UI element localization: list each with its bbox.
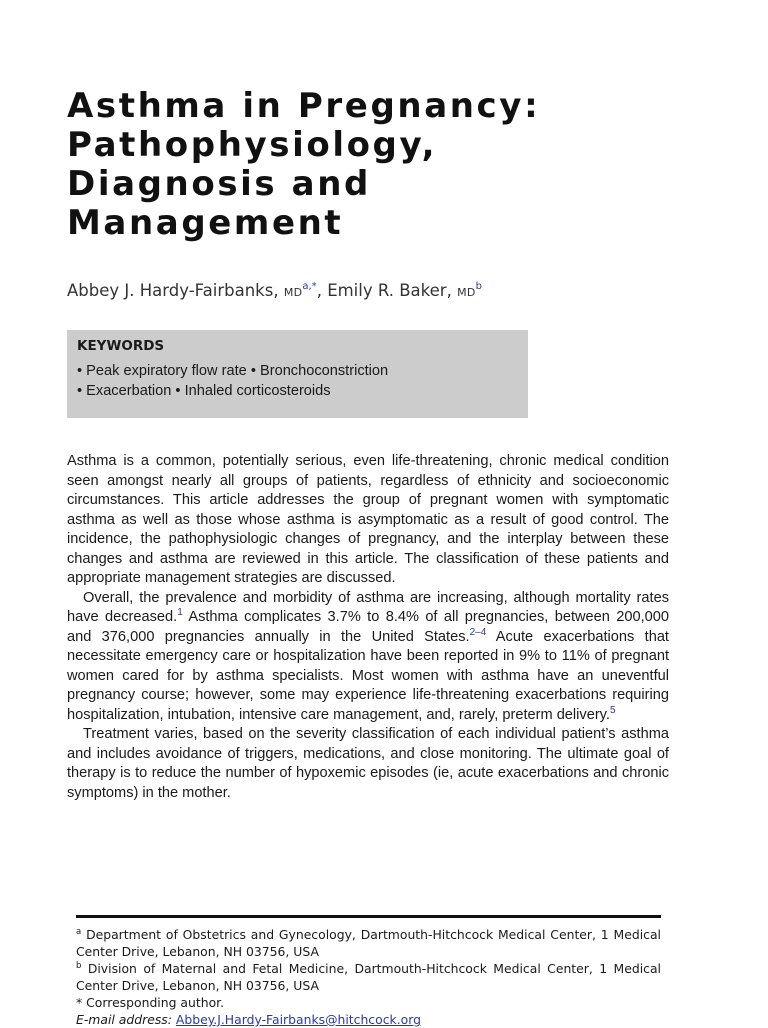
affiliation-b <box>76 960 661 994</box>
footnotes <box>76 926 661 1028</box>
body-paragraph: Treatment varies, based on the severity classification of each individual patient’s asthma and includes avoidance of triggers, medications, and close monitoring. The ultimate goal of therapy is to reduce the number of hypoxemic episodes (ie, acute exacerbations and chronic symptoms) in the mother. <box>67 726 669 801</box>
body-paragraph: Asthma is a common, potentially serious, even life-threatening, chronic medical condition seen amongst nearly all groups of patients, regardless of ethnicity and socioeconomic circumstances. This article addresses the group of pregnant women with symptomatic asthma as well as those whose asthma is asymptomatic as a result of good control. The incidence, the pathophysiologic changes of pregnancy, and the interplay between these changes and asthma are reviewed in this article. The classification of these patients and appropriate management strategies are discussed. <box>67 453 669 586</box>
affiliation-marker: a <box>76 927 82 937</box>
email-line <box>76 1011 661 1028</box>
keywords-heading: KEYWORDS <box>77 338 165 354</box>
affiliation-text: Division of Maternal and Fetal Medicine, Dartmouth-Hitchcock Medical Center, 1 Medical Center Drive, Lebanon, NH 03756, USA <box>76 961 661 993</box>
body-text-segment: Acute exacerbations that necessitate emergency care or hospitalization have been reported in 9% to 11% of pregnant women cared for by asthma specialists. Most women with asthma have an uneventful pregnancy course; however, some may experience life-threatening exacerbations requiring hospitalization, intubation, intensive care management, and, rarely, preterm delivery. <box>67 628 669 723</box>
author-affiliation-ref[interactable]: b <box>475 281 482 292</box>
article-body <box>67 452 669 803</box>
author-name: Emily R. Baker, <box>327 281 452 300</box>
keywords-line: • Peak expiratory flow rate • Bronchoconstriction <box>77 363 389 379</box>
author-separator: , <box>316 281 322 300</box>
affiliation-a <box>76 926 661 960</box>
body-paragraph <box>67 589 669 726</box>
title-line: Diagnosis and <box>67 164 371 204</box>
title-line: Asthma in Pregnancy: <box>67 86 541 126</box>
email-link[interactable]: Abbey.J.Hardy-Fairbanks@hitchcock.org <box>175 1012 421 1027</box>
corresponding-author-note: * Corresponding author. <box>76 995 225 1010</box>
title-line: Pathophysiology, <box>67 125 438 165</box>
body-text-segment: Asthma complicates 3.7% to 8.4% of all pregnancies, between 200,000 and 376,000 pregnancies annually in the United States. <box>67 609 669 645</box>
keywords-box <box>67 330 528 418</box>
reference-link[interactable]: 5 <box>609 704 616 716</box>
body-text-segment: Overall, the prevalence and morbidity of asthma are increasing, although mortality rates have decreased. <box>67 589 669 625</box>
author-degree: MD <box>457 286 476 299</box>
author-affiliation-ref[interactable]: a,* <box>302 281 317 292</box>
email-label: E-mail address: <box>76 1012 172 1027</box>
title-line: Management <box>67 203 344 243</box>
author-list <box>67 281 482 300</box>
article-title <box>67 87 627 243</box>
footnote-divider <box>76 915 661 918</box>
reference-link[interactable]: 1 <box>177 607 183 618</box>
author-degree: MD <box>283 286 303 299</box>
affiliation-marker: b <box>76 961 82 971</box>
affiliation-text: Department of Obstetrics and Gynecology, Dartmouth-Hitchcock Medical Center, 1 Medical Center Drive, Lebanon, NH 03756, USA <box>76 927 661 959</box>
keywords-line: • Exacerbation • Inhaled corticosteroids <box>77 382 331 399</box>
author-name: Abbey J. Hardy-Fairbanks, <box>67 281 279 300</box>
reference-link[interactable]: 2–4 <box>469 626 487 638</box>
